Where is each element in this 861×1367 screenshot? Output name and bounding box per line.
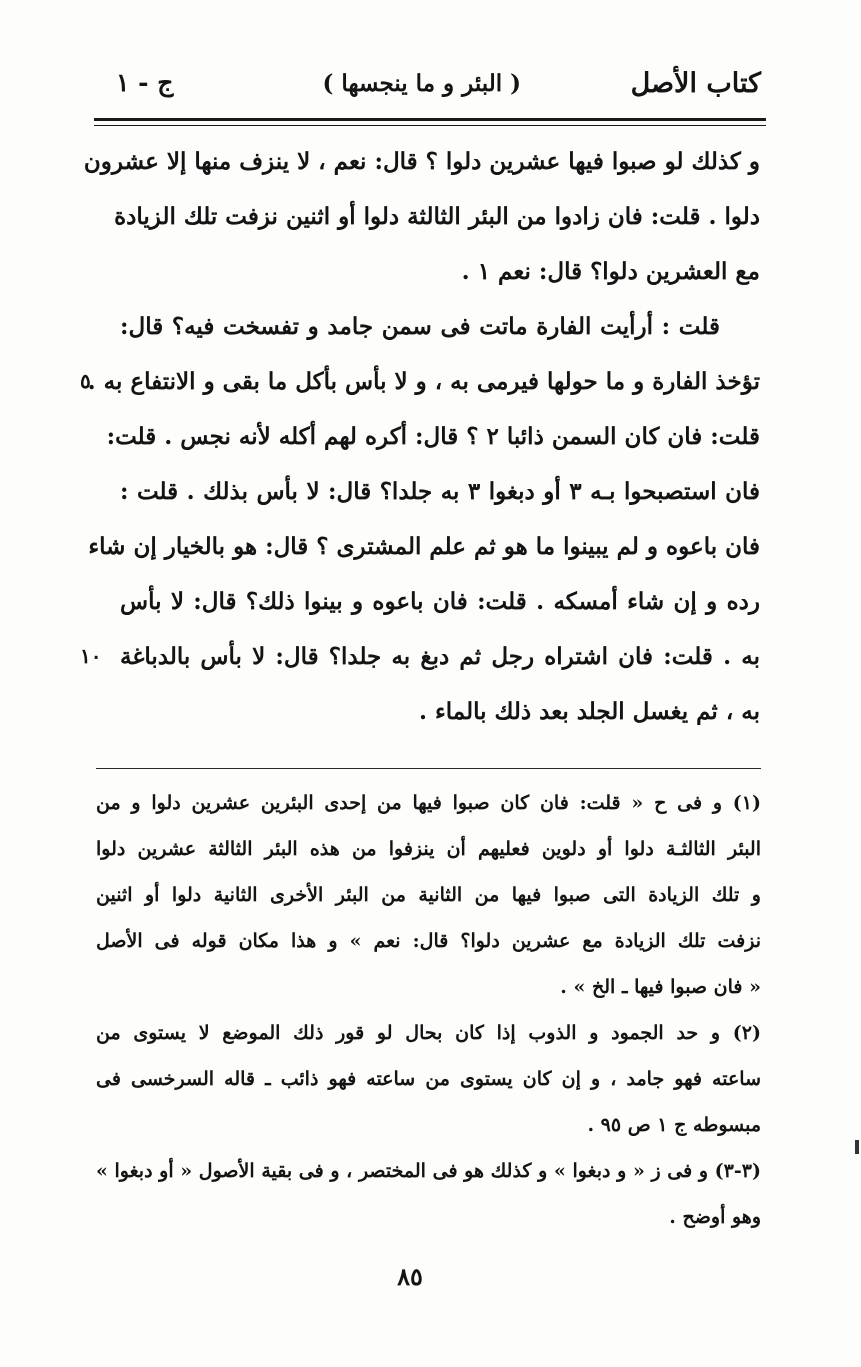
footnote-line: ساعته فهو جامد ، و إن كان يستوى من ساعته فهو ذائب ـ قاله السرخسى فى (96, 1068, 761, 1090)
footnote-line: (٣-٣) و فى ز « و دبغوا » و كذلك هو فى المختصر ، و فى بقية الأصول « أو دبغوا » (96, 1160, 761, 1182)
chapter-title: ( البئر و ما ينجسها ) (322, 70, 521, 97)
footnote-line: (٢) و حد الجمود و الذوب إذا كان بحال لو قور ذلك الموضع لا يستوى من (96, 1022, 761, 1044)
volume-number: ج - ١ (116, 68, 174, 97)
line-number: ٥ (80, 369, 91, 393)
main-text (60, 134, 760, 739)
header-rule-thin (94, 125, 766, 126)
text-line: تؤخذ الفارة و ما حولها فيرمى به ، و لا بأس بأكل ما بقى و الانتفاع به . ٥ (60, 354, 760, 409)
text-line: فان استصبحوا بـه ٣ أو دبغوا ٣ به جلدا؟ قال: لا بأس بذلك . قلت : (120, 478, 761, 505)
text-line: به ، ثم يغسل الجلد بعد ذلك بالماء . (418, 698, 760, 725)
text-line: و كذلك لو صبوا فيها عشرين دلوا ؟ قال: نعم ، لا ينزف منها إلا عشرون (83, 148, 760, 175)
footnote-line: وهو أوضح . (669, 1206, 761, 1228)
text-line: قلت : أرأيت الفارة ماتت فى سمن جامد و تفسخت فيه؟ قال: (120, 313, 720, 340)
footnote-line: و تلك الزيادة التى صبوا فيها من الثانية من البئر الأخرى الثانية دلوا أو اثنين (96, 884, 761, 906)
footnote-line: (١) و فى ح « قلت: فان كان صبوا فيها من إحدى البئرين عشرين دلوا و من (96, 792, 761, 814)
book-title: كتاب الأصل (630, 68, 761, 99)
running-header (96, 62, 761, 108)
text-line: به . قلت: فان اشتراه رجل ثم دبغ به جلدا؟ قال: لا بأس بالدباغة ١٠ (60, 629, 760, 684)
footnote-line: البئر الثالثـة دلوا أو دلوين فعليهم أن ينزفوا من هذه البئر الثالثة عشرين دلوا (96, 838, 761, 860)
text-line: دلوا . قلت: فان زادوا من البئر الثالثة دلوا أو اثنين نزفت تلك الزيادة (114, 203, 760, 230)
text-line: رده و إن شاء أمسكه . قلت: فان باعوه و بينوا ذلك؟ قال: لا بأس (120, 588, 760, 615)
text-line: فان باعوه و لم يبينوا ما هو ثم علم المشترى ؟ قال: هو بالخيار إن شاء (88, 533, 760, 560)
footnote-line: مبسوطه ج ١ ص ٩٥ . (587, 1114, 761, 1136)
line-number: ١٠ (80, 644, 102, 668)
footnote-line: « فان صبوا فيها ـ الخ » . (560, 976, 761, 998)
text-line: مع العشرين دلوا؟ قال: نعم ١ . (461, 258, 760, 285)
footnotes (96, 780, 761, 1240)
scan-edge-mark (855, 1140, 859, 1154)
page-number: ٨٥ (397, 1262, 423, 1291)
footnote-line: نزفت تلك الزيادة مع عشرين دلوا؟ قال: نعم » و هذا مكان قوله فى الأصل (96, 930, 761, 952)
header-rule (94, 118, 766, 121)
text-line: قلت: فان كان السمن ذائبا ٢ ؟ قال: أكره لهم أكله لأنه نجس . قلت: (106, 423, 760, 450)
footnote-separator (96, 768, 761, 769)
